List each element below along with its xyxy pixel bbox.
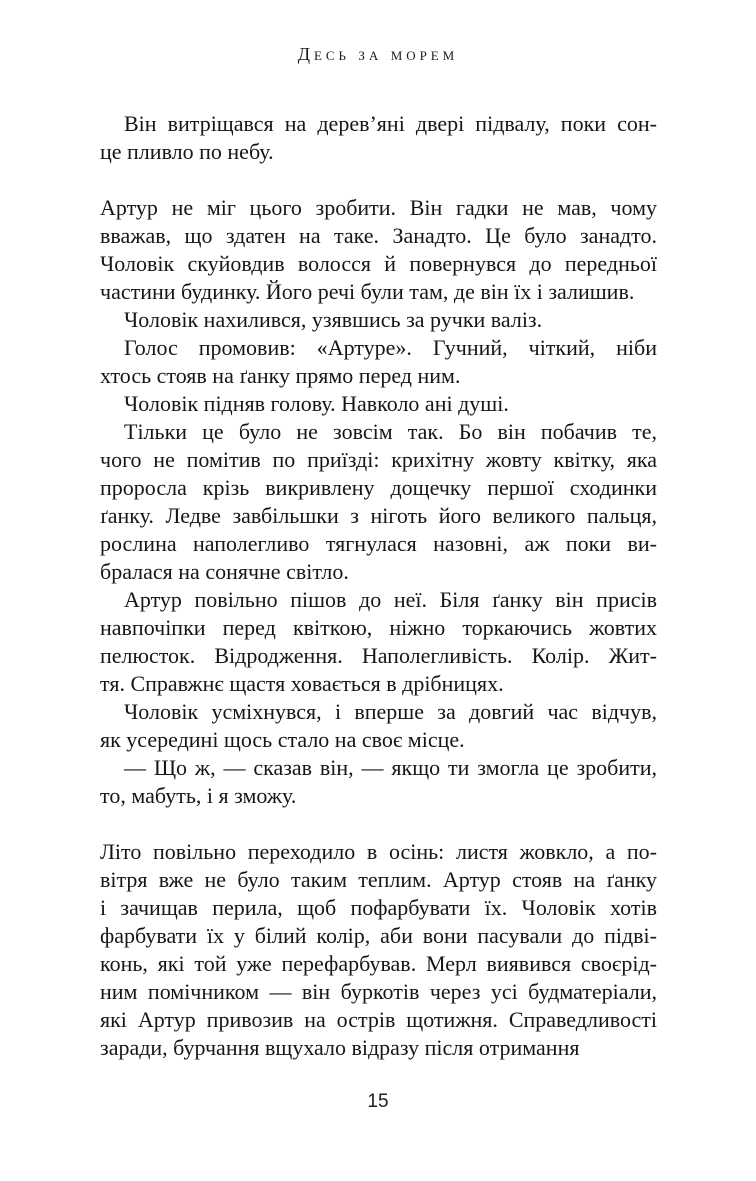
text-line: Він витріщався на дерев’яні двері підвалу, поки сон- (124, 111, 657, 136)
text-line: то, мабуть, і я зможу. (100, 783, 297, 808)
text-line: вважав, що здатен на таке. Занадто. Це було занадто. (100, 223, 657, 248)
paragraph (100, 418, 657, 586)
text-line: тя. Справжнє щастя ховається в дрібницях. (100, 671, 504, 696)
paragraph (100, 698, 657, 754)
text-line: рослина наполегливо тягнулася назовні, аж поки ви- (100, 531, 657, 556)
text-line: чого не помітив по приїзді: крихітну жовту квітку, яка (100, 447, 657, 472)
text-line: Тільки це було не зовсім так. Бо він побачив те, (124, 419, 657, 444)
text-line: і зачищав перила, щоб пофарбувати їх. Чоловік хотів (100, 895, 657, 920)
text-line: заради, бурчання вщухало відразу після отримання (100, 1035, 580, 1060)
text-line: ґанку. Ледве завбільшки з ніготь його великого пальця, (100, 503, 657, 528)
text-line: навпочіпки перед квіткою, ніжно торкаючись жовтих (100, 615, 657, 640)
text-line: фарбувати їх у білий колір, аби вони пасували до підві- (100, 923, 657, 948)
page-number: 15 (367, 1091, 389, 1112)
text-line: — Що ж, — сказав він, — якщо ти змогла це зробити, (124, 755, 657, 780)
paragraph (100, 334, 657, 390)
paragraph (100, 390, 657, 418)
paragraph (100, 838, 657, 1062)
text-line: Чоловік нахилився, узявшись за ручки валіз. (124, 307, 543, 332)
text-line: Артур повільно пішов до неї. Біля ґанку він присів (124, 587, 657, 612)
text-line: Чоловік усміхнувся, і вперше за довгий час відчув, (124, 699, 657, 724)
text-line: конь, які той уже перефарбував. Мерл виявився своєрід- (100, 951, 657, 976)
paragraph (100, 586, 657, 698)
text-line: це пливло по небу. (100, 139, 274, 164)
text-line: хтось стояв на ґанку прямо перед ним. (100, 363, 461, 388)
paragraph (100, 306, 657, 334)
text-line: які Артур привозив на острів щотижня. Справедливості (100, 1007, 657, 1032)
text-line: Чоловік скуйовдив волосся й повернувся до передньої (100, 251, 657, 276)
text-line: пелюсток. Відродження. Наполегливість. Колір. Жит- (100, 643, 657, 668)
text-line: частини будинку. Його речі були там, де він їх і залишив. (100, 279, 635, 304)
text-line: Артур не міг цього зробити. Він гадки не мав, чому (100, 195, 657, 220)
text-line: бралася на сонячне світло. (100, 559, 349, 584)
paragraph (100, 194, 657, 306)
running-head: Десь за морем (297, 44, 459, 64)
text-line: ним помічником — він буркотів через усі будматеріали, (100, 979, 657, 1004)
text-line: проросла крізь викривлену дощечку першої сходинки (100, 475, 657, 500)
text-line: Чоловік підняв голову. Навколо ані душі. (124, 391, 509, 416)
text-line: Літо повільно переходило в осінь: листя жовкло, а по- (100, 839, 657, 864)
text-line: Голос промовив: «Артуре». Гучний, чіткий, ніби (124, 335, 657, 360)
text-column (100, 110, 657, 1062)
text-line: вітря вже не було таким теплим. Артур стояв на ґанку (100, 867, 657, 892)
paragraph (100, 754, 657, 810)
text-line: як усередині щось стало на своє місце. (100, 727, 465, 752)
paragraph (100, 110, 657, 166)
